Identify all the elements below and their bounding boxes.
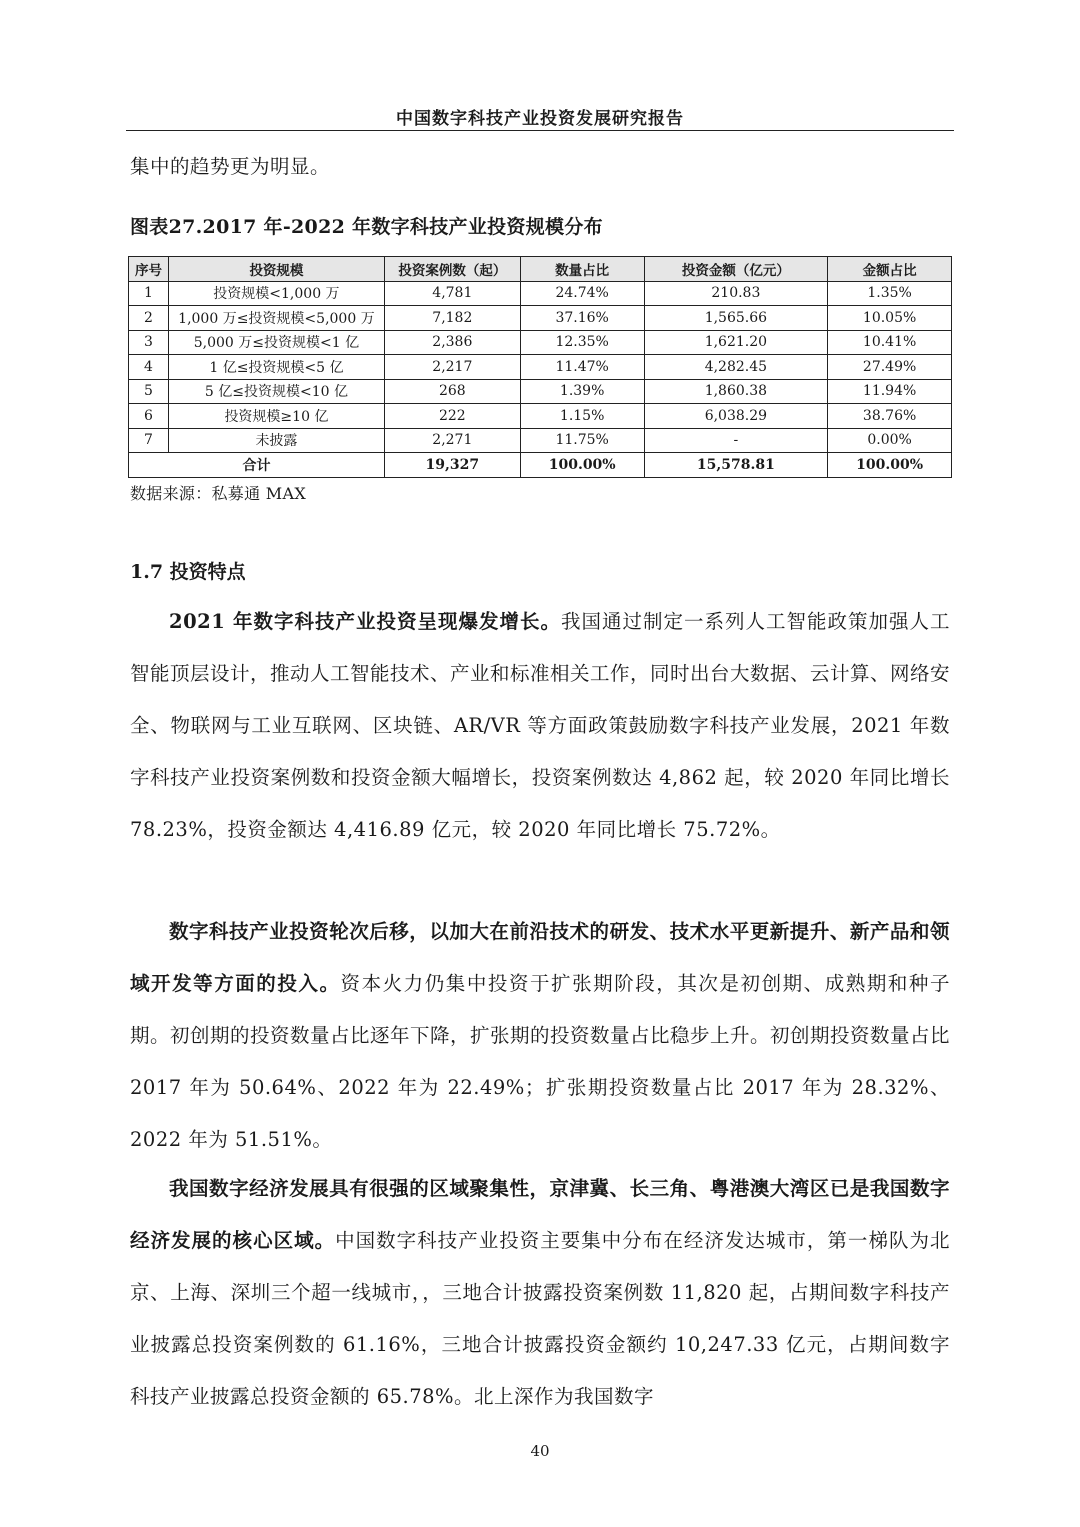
cell-amount-share: 10.41% bbox=[828, 330, 952, 355]
cell-scale: 1,000 万≤投资规模<5,000 万 bbox=[168, 306, 384, 331]
cell-number: 5 bbox=[129, 379, 169, 404]
cell-amount: 6,038.29 bbox=[644, 404, 828, 429]
cell-count-share: 11.47% bbox=[520, 355, 644, 380]
cell-scale: 1 亿≤投资规模<5 亿 bbox=[168, 355, 384, 380]
cell-number: 4 bbox=[129, 355, 169, 380]
section-heading: 1.7 投资特点 bbox=[130, 561, 246, 583]
paragraph-lead: 数字科技产业投资轮次后移，以加大在前沿技术的研发、技术水平更新提升、新产品和领域开发等方面的投入。 bbox=[130, 920, 950, 995]
cell-scale: 投资规模<1,000 万 bbox=[168, 281, 384, 306]
paragraph-growth bbox=[130, 596, 950, 856]
table-row bbox=[129, 355, 952, 380]
header-divider bbox=[126, 130, 954, 131]
column-header-scale: 投资规模 bbox=[168, 257, 384, 282]
cell-scale: 未披露 bbox=[168, 428, 384, 453]
cell-amount: 210.83 bbox=[644, 281, 828, 306]
total-cases: 19,327 bbox=[384, 453, 520, 478]
column-header-number: 序号 bbox=[129, 257, 169, 282]
cell-number: 6 bbox=[129, 404, 169, 429]
cell-cases: 2,271 bbox=[384, 428, 520, 453]
intro-text: 集中的趋势更为明显。 bbox=[130, 155, 331, 178]
cell-cases: 2,386 bbox=[384, 330, 520, 355]
cell-scale: 5,000 万≤投资规模<1 亿 bbox=[168, 330, 384, 355]
cell-number: 1 bbox=[129, 281, 169, 306]
cell-amount: 4,282.45 bbox=[644, 355, 828, 380]
investment-scale-table bbox=[128, 256, 952, 478]
cell-cases: 4,781 bbox=[384, 281, 520, 306]
table-row bbox=[129, 404, 952, 429]
table-row bbox=[129, 330, 952, 355]
cell-amount-share: 0.00% bbox=[828, 428, 952, 453]
column-header-count-share: 数量占比 bbox=[520, 257, 644, 282]
cell-amount-share: 11.94% bbox=[828, 379, 952, 404]
paragraph-body: 中国数字科技产业投资主要集中分布在经济发达城市，第一梯队为北京、上海、深圳三个超一线城市，，三地合计披露投资案例数 11,820 起，占期间数字科技产业披露总投资案例数的 61.16%，三地合计披露投资金额约 10,247.33 亿元，占期间数字科技产业披露总投资金额的 65.78%。北上深作为我国数字 bbox=[130, 1229, 950, 1408]
cell-cases: 222 bbox=[384, 404, 520, 429]
table-row bbox=[129, 428, 952, 453]
cell-amount-share: 27.49% bbox=[828, 355, 952, 380]
total-amount: 15,578.81 bbox=[644, 453, 828, 478]
cell-amount: 1,860.38 bbox=[644, 379, 828, 404]
paragraph-regions bbox=[130, 1163, 950, 1423]
cell-count-share: 24.74% bbox=[520, 281, 644, 306]
cell-count-share: 12.35% bbox=[520, 330, 644, 355]
cell-amount-share: 38.76% bbox=[828, 404, 952, 429]
paragraph-rounds bbox=[130, 906, 950, 1166]
cell-number: 2 bbox=[129, 306, 169, 331]
cell-number: 3 bbox=[129, 330, 169, 355]
cell-amount: - bbox=[644, 428, 828, 453]
table-row bbox=[129, 379, 952, 404]
cell-amount-share: 10.05% bbox=[828, 306, 952, 331]
cell-scale: 投资规模≥10 亿 bbox=[168, 404, 384, 429]
column-header-amount-share: 金额占比 bbox=[828, 257, 952, 282]
paragraph-lead: 2021 年数字科技产业投资呈现爆发增长。 bbox=[169, 610, 562, 633]
cell-cases: 268 bbox=[384, 379, 520, 404]
cell-cases: 7,182 bbox=[384, 306, 520, 331]
cell-amount: 1,565.66 bbox=[644, 306, 828, 331]
column-header-amount: 投资金额（亿元） bbox=[644, 257, 828, 282]
data-source-note: 数据来源：私募通 MAX bbox=[130, 484, 307, 503]
table-total-row bbox=[129, 453, 952, 478]
cell-amount: 1,621.20 bbox=[644, 330, 828, 355]
figure-caption: 图表27.2017 年-2022 年数字科技产业投资规模分布 bbox=[130, 216, 603, 238]
page-number: 40 bbox=[530, 1442, 550, 1460]
cell-amount-share: 1.35% bbox=[828, 281, 952, 306]
table-header-row bbox=[129, 257, 952, 282]
paragraph-lead: 我国数字经济发展具有很强的区域聚集性，京津冀、长三角、粤港澳大湾区已是我国数字经济发展的核心区域。 bbox=[130, 1177, 950, 1252]
cell-count-share: 11.75% bbox=[520, 428, 644, 453]
paragraph-body: 资本火力仍集中投资于扩张期阶段，其次是初创期、成熟期和种子期。初创期的投资数量占比逐年下降，扩张期的投资数量占比稳步上升。初创期投资数量占比 2017 年为 50.64%、2022 年为 22.49%；扩张期投资数量占比 2017 年为 28.32%、2022 年为 51.51%。 bbox=[130, 972, 951, 1151]
total-label: 合计 bbox=[129, 453, 385, 478]
cell-number: 7 bbox=[129, 428, 169, 453]
cell-count-share: 37.16% bbox=[520, 306, 644, 331]
column-header-cases: 投资案例数（起） bbox=[384, 257, 520, 282]
cell-count-share: 1.15% bbox=[520, 404, 644, 429]
paragraph-body: 我国通过制定一系列人工智能政策加强人工智能顶层设计，推动人工智能技术、产业和标准相关工作，同时出台大数据、云计算、网络安全、物联网与工业互联网、区块链、AR/VR 等方面政策鼓励数字科技产业发展，2021 年数字科技产业投资案例数和投资金额大幅增长，投资案例数达 4,862 起，较 2020 年同比增长 78.23%，投资金额达 4,416.89 亿元，较 2020 年同比增长 75.72%。 bbox=[130, 610, 951, 841]
running-header-title: 中国数字科技产业投资发展研究报告 bbox=[396, 109, 684, 129]
cell-scale: 5 亿≤投资规模<10 亿 bbox=[168, 379, 384, 404]
cell-cases: 2,217 bbox=[384, 355, 520, 380]
total-amount-share: 100.00% bbox=[828, 453, 952, 478]
table-row bbox=[129, 281, 952, 306]
cell-count-share: 1.39% bbox=[520, 379, 644, 404]
table-row bbox=[129, 306, 952, 331]
total-count-share: 100.00% bbox=[520, 453, 644, 478]
